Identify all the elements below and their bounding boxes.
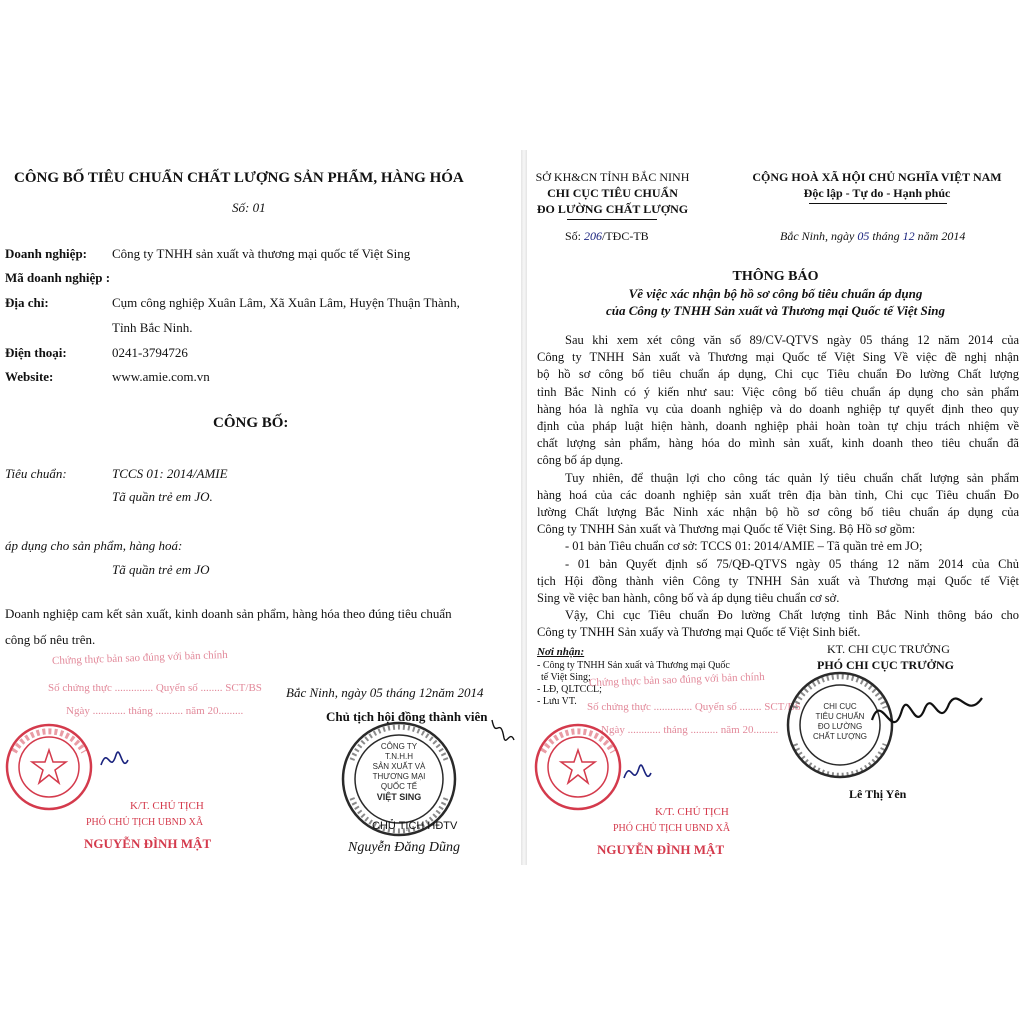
certification-stamp-line3: Ngày ............ tháng .......... năm 20......... xyxy=(66,705,244,717)
certification-stamp-line2: Số chứng thực .............. Quyển số ........ SCT/BS xyxy=(48,682,262,694)
notice-subtitle2: của Công ty TNHH Sản xuất và Thương mại Quốc tế Việt Sing xyxy=(605,303,946,318)
agency-line3: ĐO LƯỜNG CHẤT LƯỢNG xyxy=(536,202,689,216)
company-seal-text xyxy=(352,742,446,802)
certification-stamp-line3: Ngày ............ tháng .......... năm 20......... xyxy=(601,724,779,736)
commune-name: NGUYỄN ĐÌNH MẬT xyxy=(84,836,212,851)
notice-number-suffix: /TĐC-TB xyxy=(602,229,649,243)
notice-body-line: bộ hồ sơ công bố tiêu chuẩn áp dụng, Chi cục Tiêu chuẩn Đo lường Chất lượng xyxy=(537,367,1019,382)
notice-body-line: Công ty TNHH Sản xuấy và Thương mại Quốc tế Việt Sinh biết. xyxy=(537,625,861,640)
certification-stamp-line1: Chứng thực bản sao đúng với bản chính xyxy=(588,670,765,690)
notice-body-line: Công ty TNHH Sản xuất và Thương mại Quốc tế Việt Sing. Bộ Hồ sơ gồm: xyxy=(537,522,916,537)
notice-body-line: tịch Hội đồng thành viên Công ty TNHH Sản xuất và Thương mại Quốc tế Việt xyxy=(537,573,1019,588)
notice-number xyxy=(565,229,649,244)
declaration-date: Bắc Ninh, ngày 05 tháng 12năm 2014 xyxy=(286,685,484,700)
notice-body-line: - 01 bản Tiêu chuẩn cơ sở: TCCS 01: 2014/AMIE – Tã quần trẻ em JO; xyxy=(565,539,923,554)
field-label-company-code: Mã doanh nghiệp : xyxy=(5,270,111,285)
standard-label: Tiêu chuẩn: xyxy=(5,466,67,481)
agency-seal-line: ĐO LƯỜNG xyxy=(817,722,863,731)
field-label-company: Doanh nghiệp: xyxy=(5,246,87,261)
commune-name: NGUYỄN ĐÌNH MẬT xyxy=(597,842,725,857)
notice-body-line: Tuy nhiên, để thuận lợi cho công tác quản lý tiêu chuẩn chất lượng sản phẩm xyxy=(565,470,1019,485)
commitment-line2: công bố nêu trên. xyxy=(5,632,96,647)
company-seal-line: CÔNG TY xyxy=(380,742,418,751)
notice-body-line: chất lượng sản phẩm, hàng hóa do mình sản xuất, kinh doanh theo tiêu chuẩn đã xyxy=(537,436,1019,451)
signer-role: PHÓ CHI CỤC TRƯỞNG xyxy=(817,658,955,672)
notice-body-line: tỉnh Bắc Ninh có ý kiến như sau: Việc công bố tiêu chuẩn áp dụng cho sản phẩm xyxy=(537,384,1019,399)
nation-underline xyxy=(809,203,947,204)
notice-body-line: định của pháp luật hiện hành, doanh nghiệp phải hoàn toàn tự chịu trách nhiệm về xyxy=(537,419,1019,434)
declaration-title: CÔNG BỐ TIÊU CHUẨN CHẤT LƯỢNG SẢN PHẨM, HÀNG HÓA xyxy=(14,170,464,186)
notice-body-line: Vậy, Chi cục Tiêu chuẩn Đo lường Chất lượng tỉnh Bắc Ninh thông báo cho xyxy=(565,608,1019,623)
notice-body-line: - 01 bản Quyết định số 75/QĐ-QTVS ngày 05 tháng 12 năm 2014 của Chủ xyxy=(565,556,1019,571)
commune-seal-icon xyxy=(4,722,94,812)
field-label-website: Website: xyxy=(5,369,54,384)
commune-seal-icon xyxy=(533,722,623,812)
company-seal-line: THƯƠNG MẠI xyxy=(372,772,426,781)
field-value-address: Cụm công nghiệp Xuân Lâm, Xã Xuân Lâm, Huyện Thuận Thành, xyxy=(112,295,460,310)
company-seal-line: T.N.H.H xyxy=(385,752,413,761)
nation-line1: CỘNG HOÀ XÃ HỘI CHỦ NGHĨA VIỆT NAM xyxy=(752,170,1002,184)
notice-date-year: năm 2014 xyxy=(917,229,966,243)
agency-seal-line: CHẤT LƯỢNG xyxy=(813,732,867,741)
notice-date-month-label: tháng xyxy=(872,229,900,243)
certification-stamp-line2: Số chứng thực .............. Quyển số ........ SCT/BS xyxy=(587,701,801,713)
signer-title: Chủ tịch hội đồng thành viên xyxy=(326,709,488,724)
notice-number-prefix: Số: xyxy=(565,229,582,243)
field-label-phone: Điện thoại: xyxy=(5,345,67,360)
notice-subtitle1: Về việc xác nhận bộ hồ sơ công bố tiêu chuẩn áp dụng xyxy=(628,286,923,301)
notice-body xyxy=(537,332,1019,642)
notice-body-line: Sing về việc ban hành, công bố và áp dụng tiêu chuẩn cơ sở. xyxy=(537,591,840,606)
notice-page xyxy=(527,150,1024,865)
field-label-address: Địa chỉ: xyxy=(5,295,49,310)
agency-line1: SỞ KH&CN TỈNH BẮC NINH xyxy=(535,170,690,184)
commune-role1: K/T. CHỦ TỊCH xyxy=(655,806,729,818)
agency-underline xyxy=(567,219,657,220)
notice-body-line: hàng hoá của các doanh nghiệp sản xuất trên địa bàn tỉnh, Chi cục Tiêu chuẩn Đo xyxy=(537,487,1019,502)
field-value-phone: 0241-3794726 xyxy=(112,345,188,360)
commune-role2: PHÓ CHỦ TỊCH UBND XÃ xyxy=(86,817,204,828)
recipient-item: tế Việt Sing; xyxy=(541,672,591,683)
agency-signature-icon xyxy=(867,680,987,750)
declare-heading: CÔNG BỐ: xyxy=(213,415,289,431)
signer-kt: KT. CHI CỤC TRƯỞNG xyxy=(827,642,950,656)
signer-name: Lê Thị Yên xyxy=(849,787,907,801)
commune-role1: K/T. CHỦ TỊCH xyxy=(130,800,204,812)
commune-signature-icon xyxy=(619,748,659,793)
recipient-item: - Công ty TNHH Sản xuất và Thương mại Quốc xyxy=(537,660,730,671)
notice-body-line: công bố áp dụng. xyxy=(537,453,624,468)
commune-role2: PHÓ CHỦ TỊCH UBND XÃ xyxy=(613,823,731,834)
standard-value: TCCS 01: 2014/AMIE xyxy=(112,466,228,481)
agency-seal-line: CHI CỤC xyxy=(823,702,857,711)
recipients-label: Nơi nhận: xyxy=(537,646,585,658)
notice-title: THÔNG BÁO xyxy=(732,269,819,284)
notice-body-line: Sau khi xem xét công văn số 89/CV-QTVS ngày 05 tháng 12 năm 2014 của xyxy=(565,333,1019,347)
agency-seal-line: TIÊU CHUẨN xyxy=(815,712,865,721)
company-seal-line: QUỐC TẾ xyxy=(380,782,418,791)
notice-number-handwritten: 206 xyxy=(584,229,603,243)
notice-body-line: Công ty TNHH Sản xuất và Thương mại Quốc tế Việt Sing Về việc đề nghị nhận xyxy=(537,350,1019,365)
notice-body-line: lường Chất lượng Bắc Ninh xác nhận bộ hồ sơ công bố tiêu chuẩn áp dụng của xyxy=(537,505,1019,520)
chairman-signature-mark-icon xyxy=(488,710,518,755)
commitment-line1: Doanh nghiệp cam kết sản xuất, kinh doanh sản phẩm, hàng hóa theo đúng tiêu chuẩn xyxy=(5,606,452,621)
company-seal-line: VIỆT SING xyxy=(376,792,422,802)
notice-date-prefix: Bắc Ninh, ngày xyxy=(780,229,855,243)
recipient-item: - Lưu VT. xyxy=(537,696,577,707)
apply-label: áp dụng cho sản phẩm, hàng hoá: xyxy=(5,538,183,553)
notice-body-line: hàng hóa là nghĩa vụ của doanh nghiệp và do doanh nghiệp tự quyết định theo quy xyxy=(537,401,1019,416)
certification-stamp-line1: Chứng thực bản sao đúng với bản chính xyxy=(51,648,228,668)
nation-line2: Độc lập - Tự do - Hạnh phúc xyxy=(803,186,951,200)
recipient-item: - LĐ, QLTCCL; xyxy=(537,684,602,695)
field-value-address-line2: Tỉnh Bắc Ninh. xyxy=(112,320,193,335)
declaration-number: Số: 01 xyxy=(232,200,266,215)
chairman-title: CHỦ TỊCH HĐTV xyxy=(372,820,458,832)
notice-date xyxy=(780,229,965,244)
notice-date-month: 12 xyxy=(902,229,915,243)
commune-signature-icon xyxy=(96,735,136,780)
field-value-website: www.amie.com.vn xyxy=(112,369,210,384)
company-seal-line: SẢN XUẤT VÀ xyxy=(372,762,426,771)
agency-line2: CHI CỤC TIÊU CHUẨN xyxy=(547,186,678,200)
declaration-page xyxy=(0,150,521,865)
notice-date-day: 05 xyxy=(857,229,870,243)
standard-product: Tã quần trẻ em JO. xyxy=(112,489,213,504)
field-value-company: Công ty TNHH sản xuất và thương mại quốc tế Việt Sing xyxy=(112,246,411,261)
apply-value: Tã quần trẻ em JO xyxy=(112,562,210,577)
chairman-name: Nguyễn Đăng Dũng xyxy=(348,840,460,855)
